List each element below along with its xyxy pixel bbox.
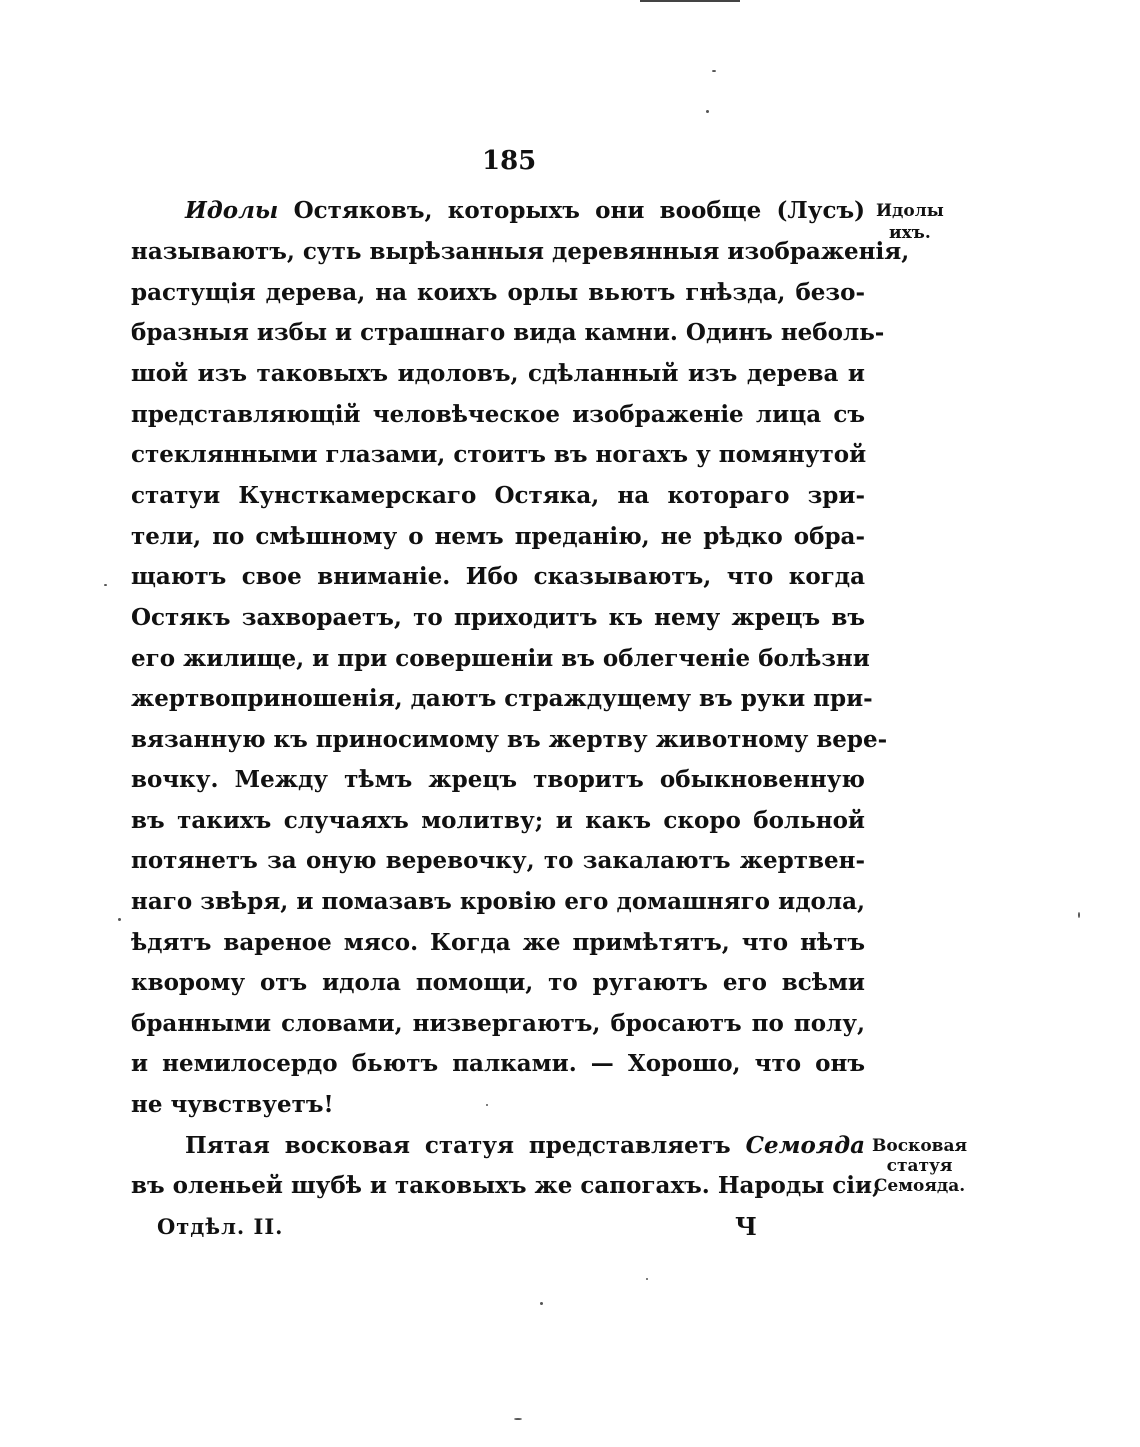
scan-speck [540, 1302, 543, 1305]
margin-note-idols-line-2: ихъ. [889, 223, 931, 243]
paragraph1-line-14: вязанную къ приносимому въ жертву животному вере- [131, 726, 888, 753]
paragraph1-line-21: бранными словами, низвергаютъ, бросаютъ по полу, [131, 1010, 865, 1037]
paragraph2-line-1 [185, 1131, 865, 1161]
paragraph2-line-1-text: Пятая восковая статуя представляетъ [185, 1132, 731, 1159]
scan-speck [118, 918, 121, 921]
scan-speck [104, 584, 107, 586]
paragraph1-line-22: и немилосердо бьютъ палками. — Хорошо, что онъ [131, 1050, 865, 1077]
lead-word-italic: Идолы [185, 197, 279, 224]
paragraph1-line-12: его жилище, и при совершеніи въ облегченіе болѣзни [131, 645, 870, 672]
paragraph1-line-11: Остякъ захвораетъ, то приходитъ къ нему жрецъ въ [131, 604, 865, 631]
paragraph1-line-10: щаютъ свое вниманіе. Ибо сказываютъ, что когда [131, 563, 865, 590]
paragraph1-line-15: вочку. Между тѣмъ жрецъ творитъ обыкновенную [131, 766, 865, 793]
paragraph1-line-8: статуи Кунсткамерскаго Остяка, на котораго зри- [131, 482, 865, 509]
paragraph1-line-9: тели, по смѣшному о немъ преданію, не рѣдко обра- [131, 523, 865, 550]
paragraph1-line-20: кворому отъ идола помощи, то ругаютъ его всѣми [131, 969, 865, 996]
paragraph1-line-19: ѣдятъ вареное мясо. Когда же примѣтятъ, что нѣтъ [131, 929, 865, 956]
footer-section-label: Отдѣл. II. [157, 1214, 284, 1239]
footer-signature-mark: Ч [735, 1212, 757, 1241]
paragraph1-line-2: называютъ, суть вырѣзанныя деревянныя изображенія, [131, 238, 910, 265]
paragraph1-line-1-text: Остяковъ, которыхъ они вообще (Лусъ) [293, 197, 865, 224]
paragraph1-line-18: наго звѣря, и помазавъ кровію его домашняго идола, [131, 888, 865, 915]
margin-note-wax-line-2: статуя [886, 1156, 953, 1176]
margin-note-idols-line-1: Идолы [876, 201, 944, 221]
scan-speck [646, 1278, 648, 1280]
top-rule [640, 0, 740, 2]
scan-speck [514, 1418, 522, 1420]
paragraph1-line-7: стеклянными глазами, стоитъ въ ногахъ у помянутой [131, 441, 867, 468]
scan-speck [1078, 912, 1080, 918]
scan-speck [712, 70, 716, 72]
paragraph1-line-13: жертвоприношенія, даютъ страждущему въ руки при- [131, 685, 873, 712]
paragraph1-line-17: потянетъ за оную веревочку, то закалаютъ жертвен- [131, 847, 865, 874]
paragraph1-line-5: шой изъ таковыхъ идоловъ, сдѣланный изъ дерева и [131, 360, 865, 387]
paragraph2-line-2: въ оленьей шубѣ и таковыхъ же сапогахъ. Народы сіи, [131, 1172, 881, 1199]
paragraph1-line-4: бразныя избы и страшнаго вида камни. Одинъ неболь- [131, 319, 885, 346]
scan-speck [486, 1104, 488, 1106]
paragraph1-line-16: въ такихъ случаяхъ молитву; и какъ скоро больной [131, 807, 865, 834]
margin-note-idols [876, 200, 944, 244]
margin-note-wax-line-1: Восковая [872, 1136, 968, 1156]
samoyed-italic: Семоядa [745, 1132, 865, 1159]
scan-speck [706, 110, 709, 113]
paragraph1-line-3: растущія дерева, на коихъ орлы вьютъ гнѣзда, безо- [131, 279, 865, 306]
paragraph1-line-23: не чувствуетъ! [131, 1091, 334, 1118]
paragraph1-line-1 [185, 196, 865, 226]
paragraph1-line-6: представляющій человѣческое изображеніе лица съ [131, 401, 865, 428]
margin-note-wax-statue [872, 1136, 967, 1196]
page-number: 185 [482, 146, 537, 176]
margin-note-wax-line-3: Семояда. [873, 1176, 966, 1196]
